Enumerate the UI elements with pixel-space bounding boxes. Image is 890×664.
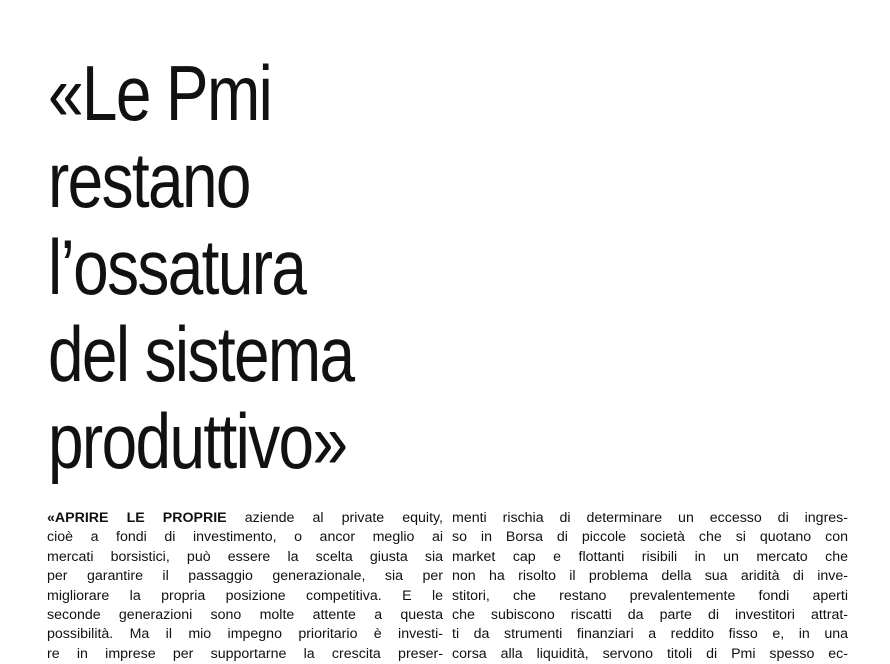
article-line: possibilità. Ma il mio impegno prioritario è investi- (47, 626, 443, 643)
article-line: mercati borsistici, può essere la scelta giusta sia (47, 548, 443, 565)
article-line: cioè a fondi di investimento, o ancor meglio ai (47, 529, 443, 546)
article-line: che subiscono riscatti da parte di investitori attrat- (452, 607, 848, 624)
headline-line: l’ossatura (48, 223, 306, 311)
article-line: menti rischia di determinare un eccesso di ingres- (452, 510, 848, 526)
article-line: stitori, che restano prevalentemente fondi aperti (452, 587, 848, 604)
article-line: non ha risolto il problema della sua aridità di inve- (452, 568, 848, 585)
headline-line: restano (48, 136, 250, 224)
headline (48, 50, 353, 485)
article-line: corsa alla liquidità, servono titoli di Pmi spesso ec- (452, 645, 848, 662)
article-line: per garantire il passaggio generazionale, sia per (47, 568, 443, 585)
article-column-right (452, 509, 848, 664)
article-line: seconde generazioni sono molte attente a questa (47, 607, 443, 624)
headline-line: produttivo» (48, 397, 347, 485)
article-line: so in Borsa di piccole società che si quotano con (452, 529, 848, 546)
article-line: re in imprese per supportarne la crescita preser- (47, 645, 443, 662)
article-line: migliorare la propria posizione competitiva. E le (47, 587, 443, 604)
lead-in: «APRIRE LE PROPRIE (47, 510, 227, 526)
headline-line: del sistema (48, 310, 354, 398)
article-line-text: aziende al private equity, (226, 510, 443, 526)
article-line: market cap e flottanti risibili in un mercato che (452, 548, 848, 565)
article-line: ti da strumenti finanziari a reddito fisso e, in una (452, 626, 848, 643)
headline-line: «Le Pmi (48, 49, 272, 137)
article-column-left (47, 509, 443, 664)
article-line (47, 509, 443, 528)
